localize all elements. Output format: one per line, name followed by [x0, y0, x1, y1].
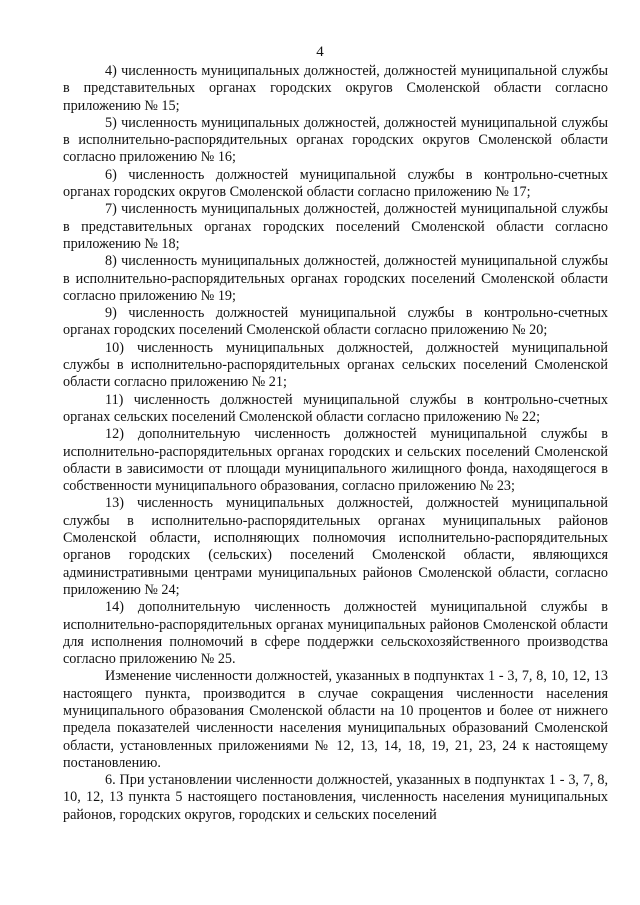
paragraph-item-9: 9) численность должностей муниципальной службы в контрольно-счетных органах городских поселений Смоленской области согласно приложению № 20;	[63, 305, 608, 339]
document-body	[63, 63, 608, 824]
paragraph-item-11: 11) численность должностей муниципальной службы в контрольно-счетных органах сельских поселений Смоленской области согласно приложению № 22;	[63, 391, 608, 425]
paragraph-item-10: 10) численность муниципальных должностей, должностей муниципальной службы в исполнительно-распорядительных органах сельских поселений Смоленской области согласно приложению № 21;	[63, 339, 608, 391]
paragraph-amendment-rule: Изменение численности должностей, указанных в подпунктах 1 - 3, 7, 8, 10, 12, 13 настоящего пункта, производится в случае сокращения численности населения муниципального образования Смоленской области на 10 процентов и более от нижнего предела показателей численности населения муниципальных образований Смоленской области, установленных приложениями № 12, 13, 14, 18, 19, 21, 23, 24 к настоящему постановлению.	[63, 668, 608, 771]
paragraph-section-6: 6. При установлении численности должностей, указанных в подпунктах 1 - 3, 7, 8, 10, 12, 13 пункта 5 настоящего постановления, численность населения муниципальных районов, городских округов, городских и сельских поселений	[63, 772, 608, 823]
paragraph-item-5: 5) численность муниципальных должностей, должностей муниципальной службы в исполнительно-распорядительных органах городских округов Смоленской области согласно приложению № 16;	[63, 114, 608, 166]
paragraph-item-6: 6) численность должностей муниципальной службы в контрольно-счетных органах городских округов Смоленской области согласно приложению № 17;	[63, 166, 608, 201]
paragraph-item-13: 13) численность муниципальных должностей, должностей муниципальной службы в исполнительно-распорядительных органах муниципальных районов Смоленской области, исполняющих полномочия исполнительно-распорядительных органов городских (сельских) поселений Смоленской области, являющихся административными центрами муниципальных районов Смоленской области, согласно приложению № 24;	[63, 495, 608, 598]
paragraph-item-4: 4) численность муниципальных должностей, должностей муниципальной службы в представительных органах городских округов Смоленской области согласно приложению № 15;	[63, 63, 608, 114]
paragraph-item-8: 8) численность муниципальных должностей, должностей муниципальной службы в исполнительно-распорядительных органах городских поселений Смоленской области согласно приложению № 19;	[63, 253, 608, 304]
page-number: 4	[316, 44, 324, 60]
paragraph-item-14: 14) дополнительную численность должностей муниципальной службы в исполнительно-распорядительных органах муниципальных районов Смоленской области для исполнения полномочий в сфере поддержки сельскохозяйственного производства согласно приложению № 25.	[63, 599, 608, 668]
paragraph-item-7: 7) численность муниципальных должностей, должностей муниципальной службы в представительных органах городских поселений Смоленской области согласно приложению № 18;	[63, 201, 608, 252]
paragraph-item-12: 12) дополнительную численность должностей муниципальной службы в исполнительно-распорядительных органах городских и сельских поселений Смоленской области в зависимости от площади муниципального жилищного фонда, находящегося в собственности муниципального образования, согласно приложению № 23;	[63, 426, 608, 495]
